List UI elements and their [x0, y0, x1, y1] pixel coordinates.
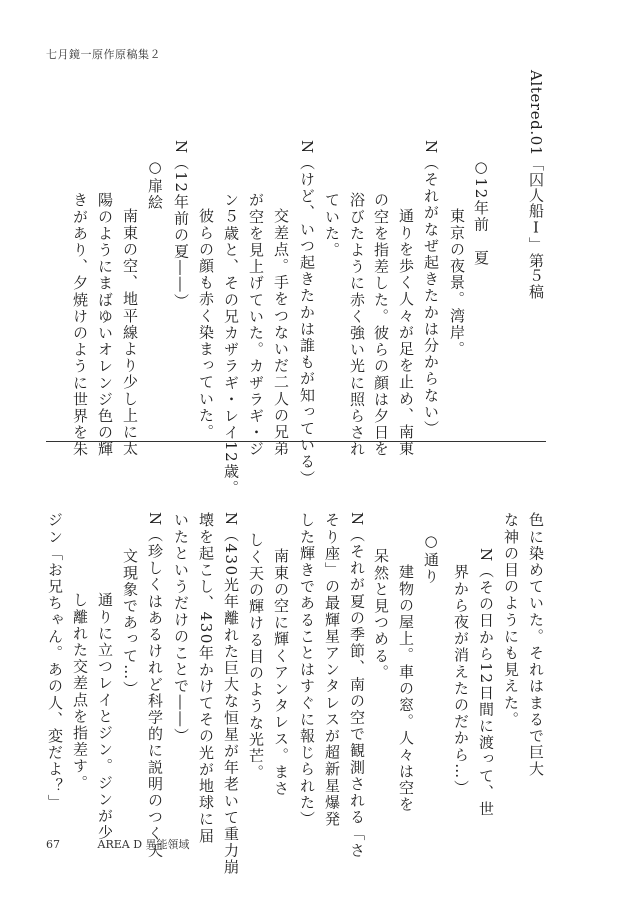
narration-line: N（けど、いつ起きたかは誰もが知っている） — [298, 140, 316, 487]
episode-title: Altered.01「囚人船Ⅰ」第５稿 — [527, 70, 545, 300]
description-line: 南東の空に輝くアンタレス。まさ — [272, 548, 290, 797]
footer-section: AREA D 異能領域 — [97, 838, 190, 851]
narration-line: N（12年前の夏――） — [172, 140, 190, 310]
description-line: 南東の空、地平線より少し上に太 — [121, 208, 139, 457]
description-line: きがあり、夕焼けのように世界を朱 — [71, 192, 89, 458]
description-line: 彼らの顔も赤く染まっていた。 — [197, 208, 215, 441]
description-line: しく天の輝ける目のような光芒。 — [247, 532, 265, 781]
running-head: 七月鏡一原作原稿集２ — [46, 48, 161, 61]
page-number: 67 — [46, 838, 60, 851]
scene-heading: ○12年前 夏 — [472, 158, 490, 267]
description-line: 呆然と見つめる。 — [372, 548, 390, 681]
narration-line: N（それが夏の季節、南の空で観測される「さ — [348, 512, 366, 859]
description-line: 建物の屋上。車の窓。人々は空を — [397, 564, 415, 813]
description-line: が空を見上げていた。カザラギ・ジ — [247, 192, 265, 458]
scene-heading: ○通り — [422, 532, 440, 585]
narration-line: 壊を起こし、430年かけてその光が地球に届 — [197, 512, 215, 845]
narration-line: 界から夜が消えたのだから…） — [452, 564, 470, 797]
narration-line: そり座」の最輝星アンタレスが超新星爆発 — [323, 512, 341, 828]
description-line: 東京の夜景。湾岸。 — [448, 208, 466, 358]
description-line: 交差点。手をつないだ二人の兄弟 — [272, 208, 290, 457]
narration-line: N（それがなぜ起きたかは分からない） — [422, 140, 440, 437]
description-line: ていた。 — [323, 192, 341, 259]
narration-line: N（430光年離れた巨大な恒星が年老いて重力崩 — [222, 512, 240, 876]
section-divider — [46, 441, 546, 442]
description-line: 通りに立つレイとジン。ジンが少 — [96, 592, 114, 841]
narration-line: した輝きであることはすぐに報じられた） — [298, 512, 316, 828]
description-line: 通りを歩く人々が足を止め、南東 — [397, 208, 415, 457]
narration-line: N（その日から12日間に渡って、世 — [477, 548, 495, 818]
narration-line: 文現象であって…） — [121, 548, 139, 698]
dialogue-line: ジン「お兄ちゃん。あの人、変だよ？」 — [46, 512, 64, 811]
description-line: な神の目のようにも見えた。 — [502, 512, 520, 728]
narration-line: いたというだけのことで――） — [172, 512, 190, 745]
description-line: 浴びたように赤く強い光に照らされ — [348, 192, 366, 458]
description-line: 陽のようにまばゆいオレンジ色の輝 — [96, 192, 114, 458]
description-line: 色に染めていた。それはまるで巨大 — [527, 512, 545, 778]
page-footer — [46, 836, 190, 852]
description-line: ン５歳と、その兄カザラギ・レイ12歳。 — [222, 192, 240, 497]
narration-line: N（珍しくはあるけれど科学的に説明のつく天 — [146, 512, 164, 859]
scene-heading: ○扉絵 — [146, 158, 164, 211]
description-line: し離れた交差点を指差す。 — [71, 592, 89, 792]
description-line: の空を指差した。彼らの顔は夕日を — [372, 192, 390, 458]
